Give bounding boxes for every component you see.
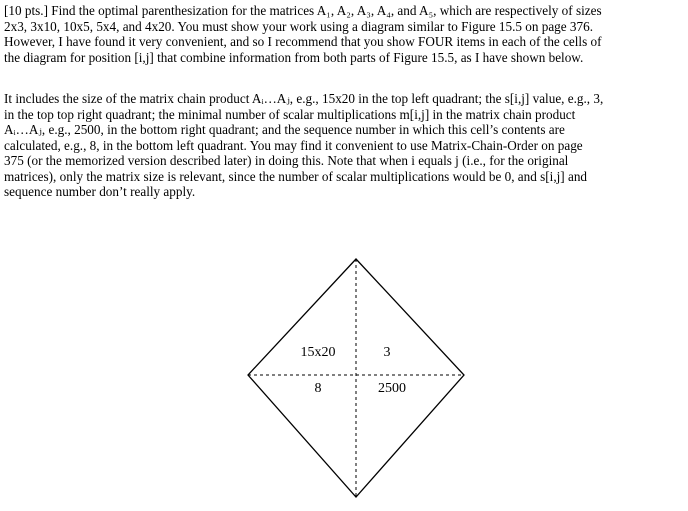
diamond-outline bbox=[248, 259, 464, 497]
multiplications-label: 2500 bbox=[378, 381, 406, 396]
text-line: [10 pts.] Find the optimal parenthesization for the matrices A₁, A₂, A₃, A₄, and A₅, which are respectively of sizes bbox=[4, 3, 602, 18]
problem-statement bbox=[4, 3, 686, 65]
text-line: It includes the size of the matrix chain product Aᵢ…Aⱼ, e.g., 15x20 in the top left quadrant; the s[i,j] value, e.g., 3, bbox=[4, 91, 604, 106]
text-line: sequence number don’t really apply. bbox=[4, 184, 196, 199]
text-line: 2x3, 3x10, 10x5, 5x4, and 4x20. You must show your work using a diagram similar to Figure 15.5 on page 376. bbox=[4, 18, 594, 34]
text-line: in the top top right quadrant; the minimal number of scalar multiplications m[i,j] in the matrix chain product bbox=[4, 106, 576, 122]
text-line: Aᵢ…Aⱼ, e.g., 2500, in the bottom right quadrant; and the sequence number in which this cell’s contents are bbox=[4, 122, 565, 137]
text-line: calculated, e.g., 8, in the bottom left quadrant. You may find it convenient to use Matrix-Chain-Order on page bbox=[4, 137, 583, 153]
diagram-explanation bbox=[4, 91, 686, 200]
cell-diagram bbox=[244, 255, 468, 503]
split-value-label: 3 bbox=[383, 345, 391, 360]
matrix-size-label: 15x20 bbox=[300, 345, 336, 360]
text-line: the diagram for position [i,j] that combine information from both parts of Figure 15.5, as I have shown below. bbox=[4, 49, 584, 65]
text-line: matrices), only the matrix size is relevant, since the number of scalar multiplications would be 0, and s[i,j] and bbox=[4, 168, 588, 184]
text-line: However, I have found it very convenient, and so I recommend that you show FOUR items in each of the cells of bbox=[4, 34, 602, 49]
text-line: 375 (or the memorized version described later) in doing this. Note that when i equals j (i.e., for the original bbox=[4, 153, 569, 168]
sequence-number-label: 8 bbox=[314, 381, 322, 396]
